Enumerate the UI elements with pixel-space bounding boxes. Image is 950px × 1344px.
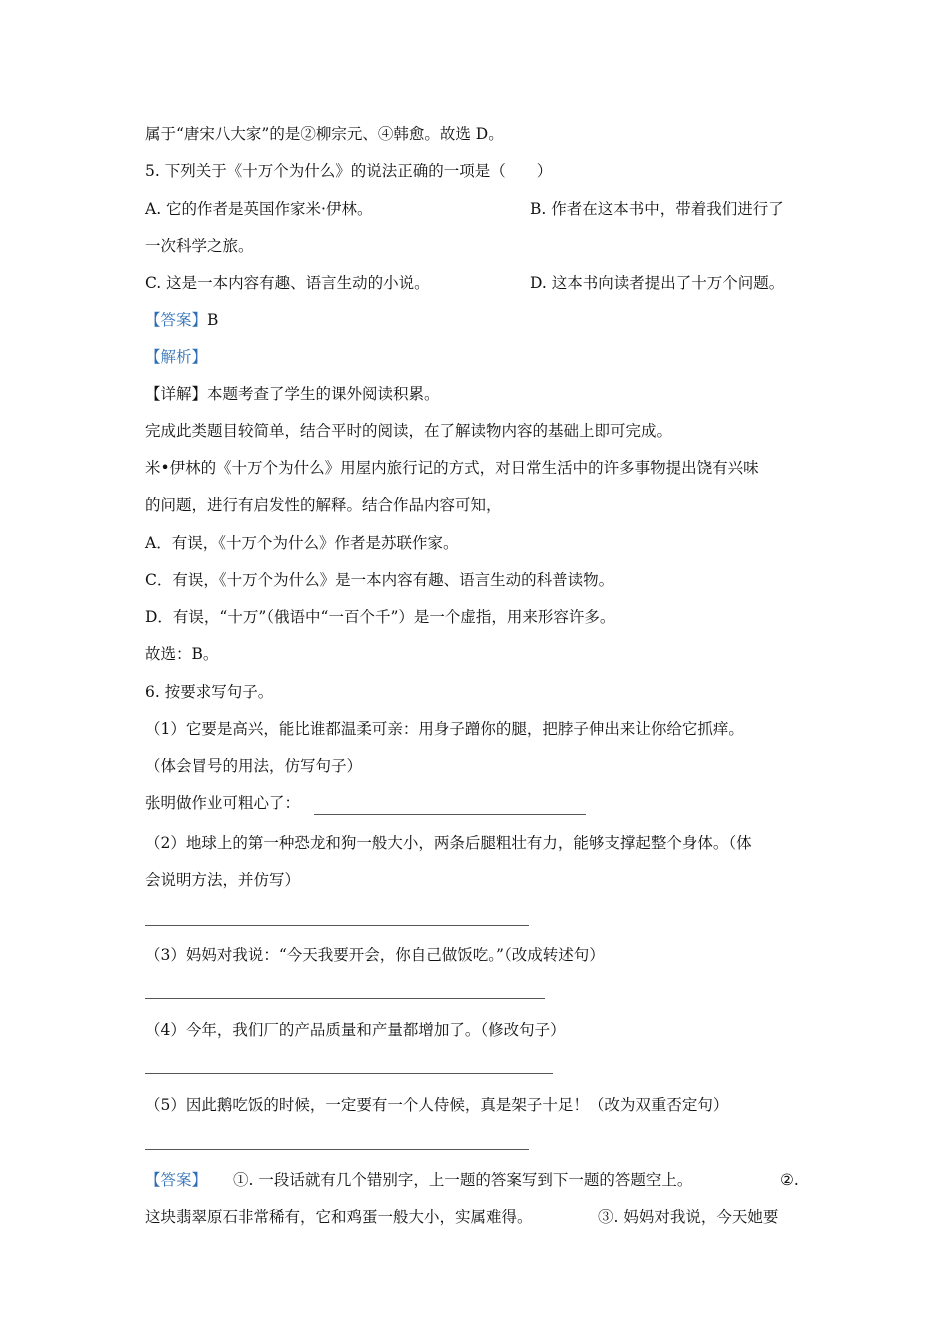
question-6-stem: 6. 按要求写句子。 <box>145 683 274 701</box>
explanation-line: 故选：B。 <box>145 645 219 663</box>
answer-blank-3[interactable] <box>145 998 545 999</box>
q5-detail <box>145 383 440 405</box>
detail-tag: 【详解】 <box>145 385 208 403</box>
q6-sub2-instruction: 会说明方法，并仿写） <box>145 871 301 889</box>
question-5-stem: 5. 下列关于《十万个为什么》的说法正确的一项是（ ） <box>145 162 553 180</box>
q6-answer-2-marker: ②. <box>780 1171 799 1189</box>
q5-option-a: A. 它的作者是英国作家米·伊林。 <box>145 200 373 218</box>
explanation-line: 完成此类题目较简单，结合平时的阅读，在了解读物内容的基础上即可完成。 <box>145 422 673 440</box>
answer-blank-5[interactable] <box>145 1149 529 1150</box>
q6-sub5-prompt: （5）因此鹅吃饭的时候，一定要有一个人侍候，真是架子十足！（改为双重否定句） <box>145 1096 729 1114</box>
q6-answer-line-1 <box>145 1169 692 1191</box>
q5-option-b-continued: 一次科学之旅。 <box>145 237 254 255</box>
explanation-line: D．有误，“十万”（俄语中“一百个千”）是一个虚指，用来形容许多。 <box>145 608 616 626</box>
q6-sub4-prompt: （4）今年，我们厂的产品质量和产量都增加了。（修改句子） <box>145 1021 566 1039</box>
q5-answer <box>145 309 218 331</box>
q5-option-c: C. 这是一本内容有趣、语言生动的小说。 <box>145 274 430 292</box>
q5-option-d: D. 这本书向读者提出了十万个问题。 <box>530 274 785 292</box>
q5-answer-value: B <box>207 311 219 329</box>
q6-sub2-prompt: （2）地球上的第一种恐龙和狗一般大小，两条后腿粗壮有力，能够支撑起整个身体。（体 <box>145 834 752 852</box>
answer-tag: 【答案】 <box>145 1171 208 1189</box>
explanation-line: 的问题，进行有启发性的解释。结合作品内容可知， <box>145 496 502 514</box>
answer-tag: 【答案】 <box>145 311 208 329</box>
q6-answer-line-2: 这块翡翠原石非常稀有，它和鸡蛋一般大小，实属难得。 <box>145 1208 533 1226</box>
detail-text: 本题考查了学生的课外阅读积累。 <box>207 385 440 403</box>
explanation-line: 米•伊林的《十万个为什么》用屋内旅行记的方式，对日常生活中的许多事物提出饶有兴味 <box>145 459 759 477</box>
q6-sub1-prompt: （1）它要是高兴，能比谁都温柔可亲：用身子蹭你的腿，把脖子伸出来让你给它抓痒。 <box>145 720 744 738</box>
answer-blank-2[interactable] <box>145 925 529 926</box>
q6-answer-3: ③. 妈妈对我说，今天她要 <box>598 1208 779 1226</box>
q6-sub1-starter: 张明做作业可粗心了： <box>145 794 301 812</box>
answer-blank-1[interactable] <box>314 814 586 815</box>
q5-option-b: B. 作者在这本书中，带着我们进行了 <box>530 200 784 218</box>
q6-answer-1: ①. 一段话就有几个错别字，上一题的答案写到下一题的答题空上。 <box>233 1171 693 1189</box>
q6-sub1-instruction: （体会冒号的用法，仿写句子） <box>145 757 363 775</box>
explanation-line: A．有误，《十万个为什么》作者是苏联作家。 <box>145 534 459 552</box>
intro-line: 属于“唐宋八大家”的是②柳宗元、④韩愈。故选 D。 <box>145 125 504 143</box>
explanation-line: C．有误，《十万个为什么》是一本内容有趣、语言生动的科普读物。 <box>145 571 615 589</box>
q5-analysis-heading <box>145 346 207 368</box>
q6-sub3-prompt: （3）妈妈对我说：“今天我要开会，你自己做饭吃。”（改成转述句） <box>145 946 605 964</box>
analysis-tag: 【解析】 <box>145 348 208 366</box>
answer-blank-4[interactable] <box>145 1073 553 1074</box>
